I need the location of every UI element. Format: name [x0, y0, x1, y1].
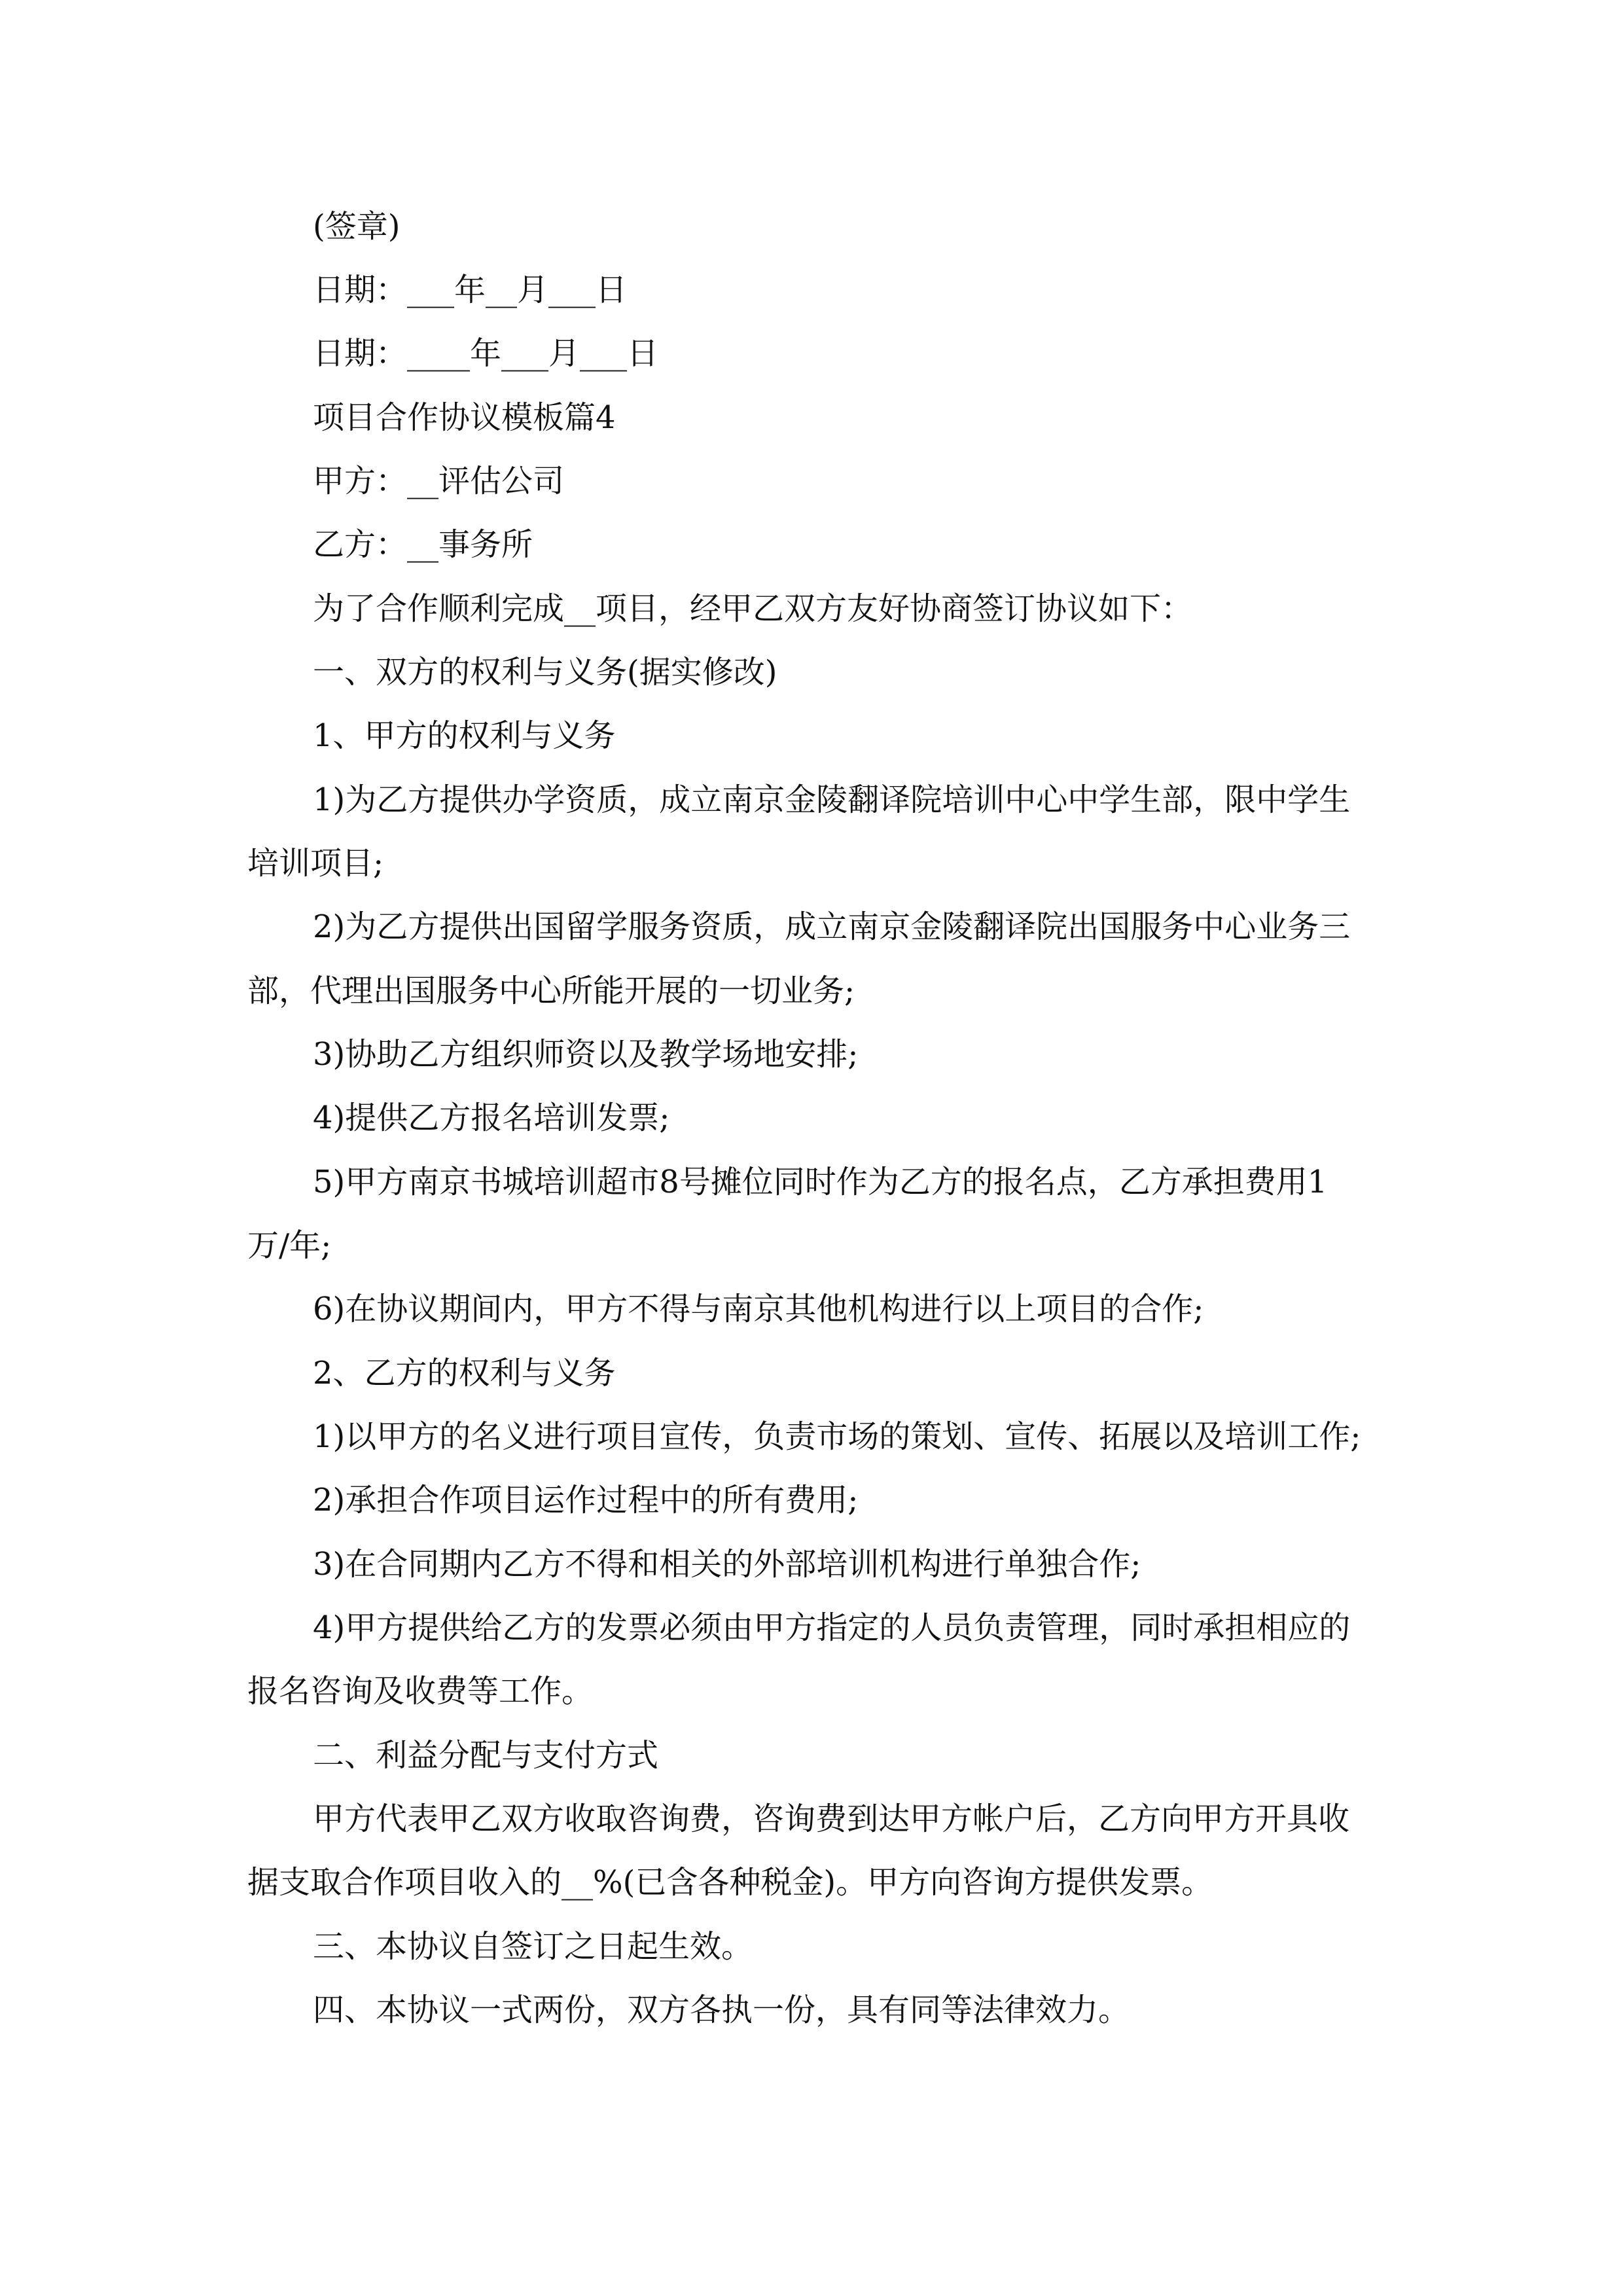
heading-profit: 二、利益分配与支付方式 — [313, 1737, 659, 1774]
clause-b2: 2)承担合作项目运作过程中的所有费用; — [313, 1482, 859, 1518]
seal-label: (签章) — [313, 208, 401, 245]
party-b: 乙方：__事务所 — [313, 526, 533, 563]
party-a: 甲方：__评估公司 — [313, 463, 565, 499]
clause-a1: 1)为乙方提供办学资质，成立南京金陵翻译院培训中心中学生部，限中学生 — [313, 781, 1351, 818]
date-line-2: 日期：____年___月___日 — [313, 335, 659, 372]
profit-clause-cont: 据支取合作项目收入的__%(已含各种税金)。甲方向咨询方提供发票。 — [247, 1864, 1213, 1901]
clause-a3: 3)协助乙方组织师资以及教学场地安排; — [313, 1036, 859, 1073]
heading-copies: 四、本协议一式两份，双方各执一份，具有同等法律效力。 — [313, 1992, 1130, 2028]
clause-a6: 6)在协议期间内，甲方不得与南京其他机构进行以上项目的合作; — [313, 1291, 1204, 1327]
clause-a5-cont: 万/年; — [247, 1227, 332, 1264]
clause-a2: 2)为乙方提供出国留学服务资质，成立南京金陵翻译院出国服务中心业务三 — [313, 908, 1351, 945]
clause-a2-cont: 部，代理出国服务中心所能开展的一切业务; — [247, 973, 855, 1009]
date-line-1: 日期：___年__月___日 — [313, 272, 628, 308]
heading-rights: 一、双方的权利与义务(据实修改) — [313, 654, 777, 691]
clause-a1-cont: 培训项目; — [247, 845, 384, 882]
clause-b4-cont: 报名咨询及收费等工作。 — [247, 1673, 594, 1710]
profit-clause: 甲方代表甲乙双方收取咨询费，咨询费到达甲方帐户后，乙方向甲方开具收 — [313, 1801, 1350, 1837]
clause-b4: 4)甲方提供给乙方的发票必须由甲方指定的人员负责管理，同时承担相应的 — [313, 1609, 1351, 1646]
subheading-party-a: 1、甲方的权利与义务 — [313, 717, 616, 754]
clause-b1: 1)以甲方的名义进行项目宣传，负责市场的策划、宣传、拓展以及培训工作; — [313, 1418, 1361, 1455]
clause-b3: 3)在合同期内乙方不得和相关的外部培训机构进行单独合作; — [313, 1546, 1141, 1583]
heading-effective: 三、本协议自签订之日起生效。 — [313, 1928, 753, 1965]
clause-a4: 4)提供乙方报名培训发票; — [313, 1100, 670, 1136]
clause-a5: 5)甲方南京书城培训超市8号摊位同时作为乙方的报名点，乙方承担费用1 — [313, 1164, 1328, 1200]
preamble: 为了合作顺利完成__项目，经甲乙双方友好协商签订协议如下： — [313, 590, 1193, 627]
section-title: 项目合作协议模板篇4 — [313, 399, 616, 436]
subheading-party-b: 2、乙方的权利与义务 — [313, 1355, 616, 1391]
